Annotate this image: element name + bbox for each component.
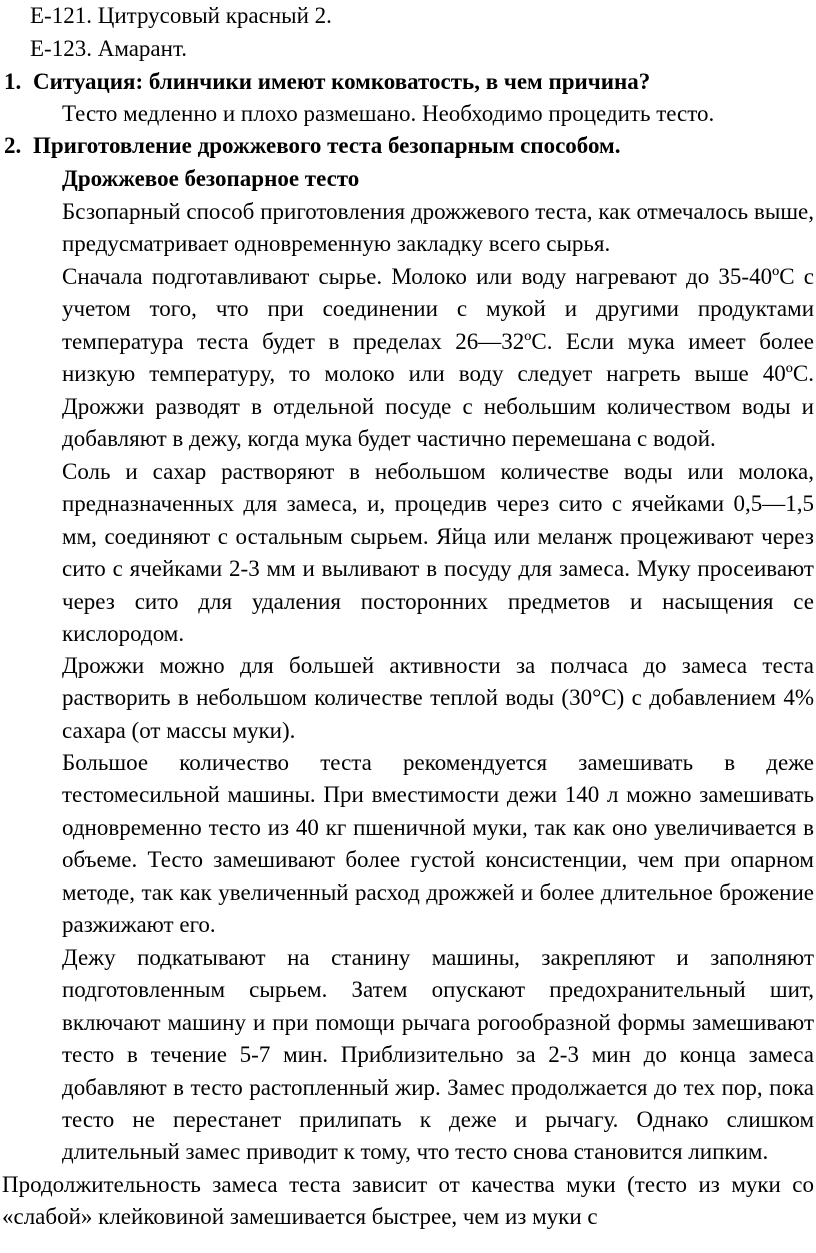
item-number-1: 1. <box>4 69 22 94</box>
paragraph-duration: Продолжительность замеса теста зависит от качества муки (тесто из муки со «слабой» клейковиной замешивается быстрее, чем из муки с <box>2 1172 814 1230</box>
item-subheading-2: Дрожжевое безопарное тесто <box>62 166 360 191</box>
item-number-2: 2. <box>4 133 22 158</box>
item-heading-2: Приготовление дрожжевого теста безопарным способом. <box>33 133 621 158</box>
item-heading-1: Ситуация: блинчики имеют комковатость, в чем причина? <box>33 69 651 94</box>
item-answer-1: Тесто медленно и плохо размешано. Необходимо процедить тесто. <box>62 101 715 126</box>
dye-line-e121: Е-121. Цитрусовый красный 2. <box>30 3 332 28</box>
paragraph-kneading-machine: Большое количество теста рекомендуется замешивать в деже тестомесильной машины. При вместимости дежи 140 л можно замешивать одновременно тесто из 40 кг пшеничной муки, так как оно увеличивается в объеме. Тесто замешивают более густой консистенции, чем при опарном методе, так как увеличенный расход дрожжей и более длительное брожение разжижают его. <box>62 750 814 938</box>
paragraph-yeast: Дрожжи можно для большей активности за полчаса до замеса теста растворить в небольшом количестве теплой воды (30°С) с добавлением 4% сахара (от массы муки). <box>62 653 814 743</box>
paragraph-process: Дежу подкатывают на станину машины, закрепляют и заполняют подготовленным сырьем. Затем опускают предохранительный шит, включают машину и при помощи рычага рогообразной формы замешивают тесто в течение 5-7 мин. Приблизительно за 2-3 мин до конца замеса добавляют в тесто растопленный жир. Замес продолжается до тех пор, пока тесто не перестанет прилипать к деже и рычагу. Однако слишком длительный замес приводит к тому, что тесто снова становится липким. <box>62 945 814 1165</box>
paragraph-intro: Бсзопарный способ приготовления дрожжевого теста, как отмечалось выше, предусматривает одновременную закладку всего сырья. <box>62 199 814 257</box>
paragraph-preparation: Сначала подготавливают сырье. Молоко или воду нагревают до 35-40ºС с учетом того, что при соединении с мукой и другими продуктами температура теста будет в пределах 26—32ºС. Если мука имеет более низкую температуру, то молоко или воду следует нагреть выше 40ºС. Дрожжи разводят в отдельной посуде с небольшим количеством воды и добавляют в дежу, когда мука будет частично перемешана с водой. <box>62 264 814 452</box>
paragraph-salt-sugar: Соль и сахар растворяют в небольшом количестве воды или молока, предназначенных для замеса, и, процедив через сито с ячейками 0,5—1,5 мм, соединяют с остальным сырьем. Яйца или меланж процеживают через сито с ячейками 2-3 мм и выливают в посуду для замеса. Муку просеивают через сито для удаления посторонних предметов и насыщения се кислородом. <box>62 459 814 647</box>
dye-line-e123: Е-123. Амарант. <box>30 36 188 61</box>
